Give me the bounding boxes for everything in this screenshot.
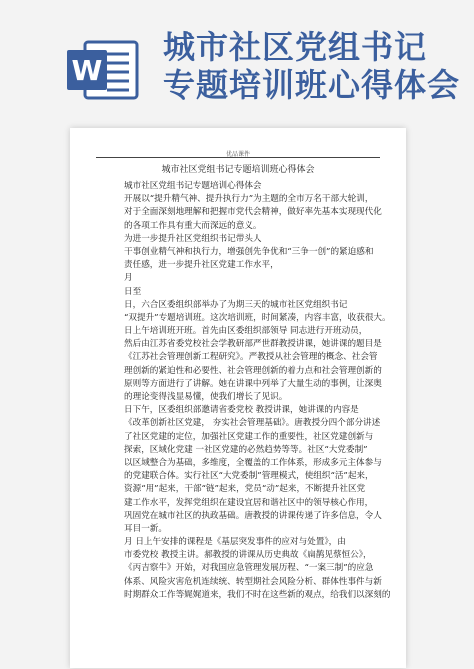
body-line: 然后由江苏省委党校社会学教研部严世群教授讲课，她讲课的题目是	[124, 339, 382, 350]
body-line: 日，六合区委组织部举办了为期三天的城市社区党组织书记	[124, 299, 348, 310]
body-line: 开展以“提升精气神、提升执行力”为主题的全市万名干部大轮训，	[124, 194, 374, 205]
word-document-icon	[63, 38, 143, 102]
word-logo-letter: W	[71, 54, 103, 87]
body-line: 体系、风险灾害危机连续统、转型期社会风险分析、群体性事件与新	[124, 576, 382, 587]
body-line: 为进一步提升社区党组织书记带头人	[124, 233, 262, 244]
running-head: 优品课件	[225, 151, 250, 158]
preview-fade	[70, 608, 406, 668]
body-line: 《改革创新社区党建， 夯实社会管理基础》。唐教授分四个部分讲述	[124, 418, 381, 429]
body-line: 探索，区域化党建 一社区党建的必然趋势等等。社区“大党委制”	[124, 444, 368, 455]
body-line: 原则等方面进行了讲解。她在讲课中列举了大量生动的事例，让深奥	[124, 378, 382, 389]
body-line: 的各项工作具有重大而深远的意义。	[124, 220, 262, 231]
body-line: 以区域整合为基础，多维度，全覆盖的工作体系，形成多元主体参与	[124, 457, 382, 468]
body-line: 日至	[124, 286, 142, 297]
document-title: 城市社区党组书记专题培训班心得体会	[161, 165, 315, 175]
body-line: 《丙吉察牛》开始，对我国应急管理发展历程、“一案三制”的应急	[124, 563, 374, 574]
body-line: 理创新的紧迫性和必要性、社会管理创新的着力点和社会管理创新的	[124, 365, 382, 376]
body-line: 的理论变得浅显易懂，使我们增长了见识。	[124, 392, 288, 402]
body-line: 日上午培训班开班。首先由区委组织部领导 同志进行开班动员，	[124, 326, 368, 337]
header-rule	[96, 157, 380, 158]
banner-title-line-2: 专题培训班心得体会	[163, 66, 461, 104]
banner-header	[0, 0, 474, 118]
body-line: 耳目一新。	[124, 523, 167, 534]
body-line: 责任感，进一步提升社区党建工作水平，	[124, 260, 279, 271]
document-page-preview[interactable]	[70, 128, 406, 668]
body-line: 建工作水平，发挥党组织在建设宜居和谐社区中的领导核心作用，	[124, 497, 374, 508]
document-body	[124, 180, 391, 602]
body-line: “双提升”专题培训班。这次培训班，时间紧凑，内容丰富，收获很大。	[124, 312, 391, 323]
body-line: 市委党校 教授主讲。郝教授的讲课从历史典故《扁鹊见蔡恒公》，	[124, 550, 372, 561]
banner-title-line-1: 城市社区党组书记	[163, 28, 428, 66]
body-line: 对于全面深刻地理解和把握市党代会精神，做好率先基本实现现代化	[124, 207, 382, 218]
body-line: 资源“用”起来，干部“链”起来，党员“动”起来，不断提升社区党	[124, 484, 366, 495]
body-line: 了社区党建的定位，加强社区党建工作的重要性，社区党建创新与	[124, 431, 374, 442]
body-line: 日下午，区委组织部邀请省委党校 教授讲课，她讲课的内容是	[124, 405, 359, 416]
body-line: 月	[124, 273, 133, 284]
body-line: 巩固党在城市社区的执政基础。唐教授的讲课传递了许多信息，令人	[124, 510, 382, 521]
body-line: 的党建联合体。实行社区“大党委制”管理模式，使组织“活”起来，	[124, 471, 374, 482]
body-line: 城市社区党组书记专题培训心得体会	[124, 181, 262, 191]
body-line: 《江苏社会管理创新工程研究》。严教授从社会管理的概念、社会管	[124, 352, 378, 363]
body-line: 月 日上午安排的课程是《基层突发事件的应对与处置》，由	[124, 537, 346, 548]
body-line: 时期群众工作等娓娓道来，我们不时在这些新的观点，给我们以深刻的	[124, 589, 391, 600]
body-line: 干事创业精气神和执行力，增强创先争优和“三争一创”的紧迫感和	[124, 246, 374, 257]
